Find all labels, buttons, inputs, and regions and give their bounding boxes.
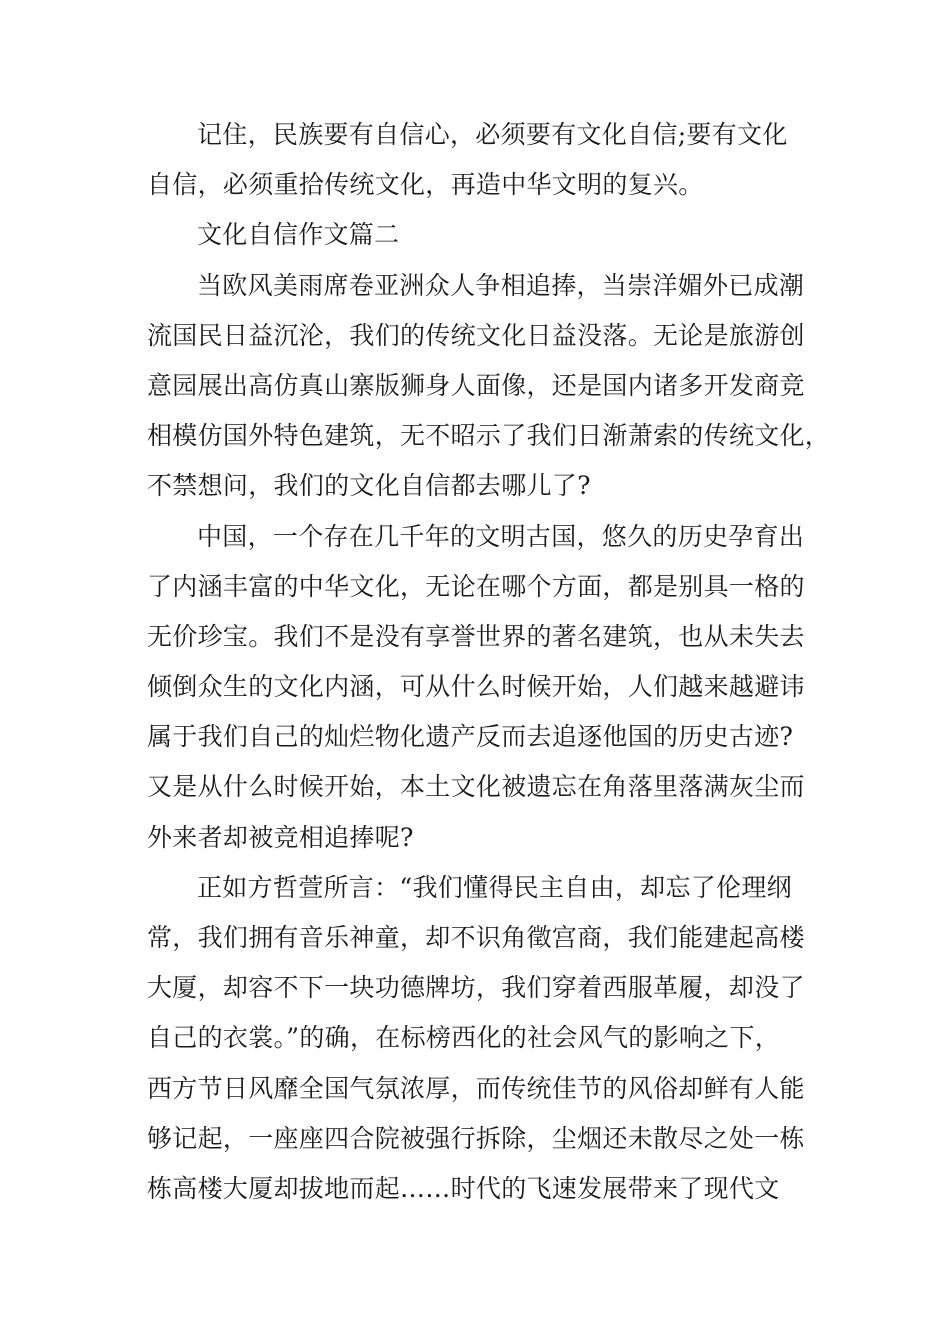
- text-line: 流国民日益沉沦，我们的传统文化日益没落。无论是旅游创: [147, 320, 805, 350]
- paragraph-2: [147, 261, 831, 512]
- text-line: 记住，民族要有自信心，必须要有文化自信;要有文化: [197, 120, 788, 149]
- text-line: 相模仿国外特色建筑，无不昭示了我们日渐萧索的传统文化，: [147, 421, 831, 451]
- text-line: 够记起，一座座四合院被强行拆除，尘烟还未散尽之处一栋: [147, 1123, 805, 1153]
- text-line: 西方节日风靡全国气氛浓厚，而传统佳节的风俗却鲜有人能: [147, 1073, 805, 1103]
- text-line: 属于我们自己的灿烂物化遗产反而去追逐他国的历史古迹?: [147, 722, 794, 752]
- text-line: 正如方哲萱所言：“我们懂得民主自由，却忘了伦理纲: [197, 872, 792, 902]
- text-line: 中国，一个存在几千年的文明古国，悠久的历史孕育出: [197, 521, 805, 551]
- text-line: 了内涵丰富的中华文化，无论在哪个方面，都是别具一格的: [147, 571, 805, 601]
- text-line: 倾倒众生的文化内涵，可从什么时候开始，人们越来越避讳: [147, 672, 805, 702]
- text-line: 意园展出高仿真山寨版狮身人面像，还是国内诸多开发商竞: [147, 370, 805, 400]
- document-body: [147, 110, 831, 1214]
- paragraph-4: [147, 863, 807, 1214]
- paragraph-1: [147, 110, 807, 210]
- heading-text: 文化自信作文篇二: [197, 220, 400, 250]
- text-line: 自信，必须重拾传统文化，再造中华文明的复兴。: [147, 170, 704, 200]
- text-line: 无价珍宝。我们不是没有享誉世界的著名建筑，也从未失去: [147, 621, 805, 651]
- text-line: 当欧风美雨席卷亚洲众人争相追捧，当崇洋媚外已成潮: [197, 270, 805, 300]
- text-line: 又是从什么时候开始，本土文化被遗忘在角落里落满灰尘而: [147, 772, 805, 802]
- text-line: 常，我们拥有音乐神童，却不识角徵宫商，我们能建起高楼: [147, 923, 805, 952]
- text-line: 外来者却被竞相追捧呢?: [147, 822, 414, 852]
- text-line: 栋高楼大厦却拔地而起……时代的飞速发展带来了现代文: [147, 1173, 780, 1203]
- text-line: 大厦，却容不下一块功德牌坊，我们穿着西服革履，却没了: [147, 973, 805, 1003]
- text-line: 自己的衣裳。”的确，在标榜西化的社会风气的影响之下，: [147, 1023, 781, 1053]
- section-heading: [147, 210, 807, 260]
- paragraph-3: [147, 512, 807, 863]
- text-line: 不禁想问，我们的文化自信都去哪儿了?: [147, 471, 591, 501]
